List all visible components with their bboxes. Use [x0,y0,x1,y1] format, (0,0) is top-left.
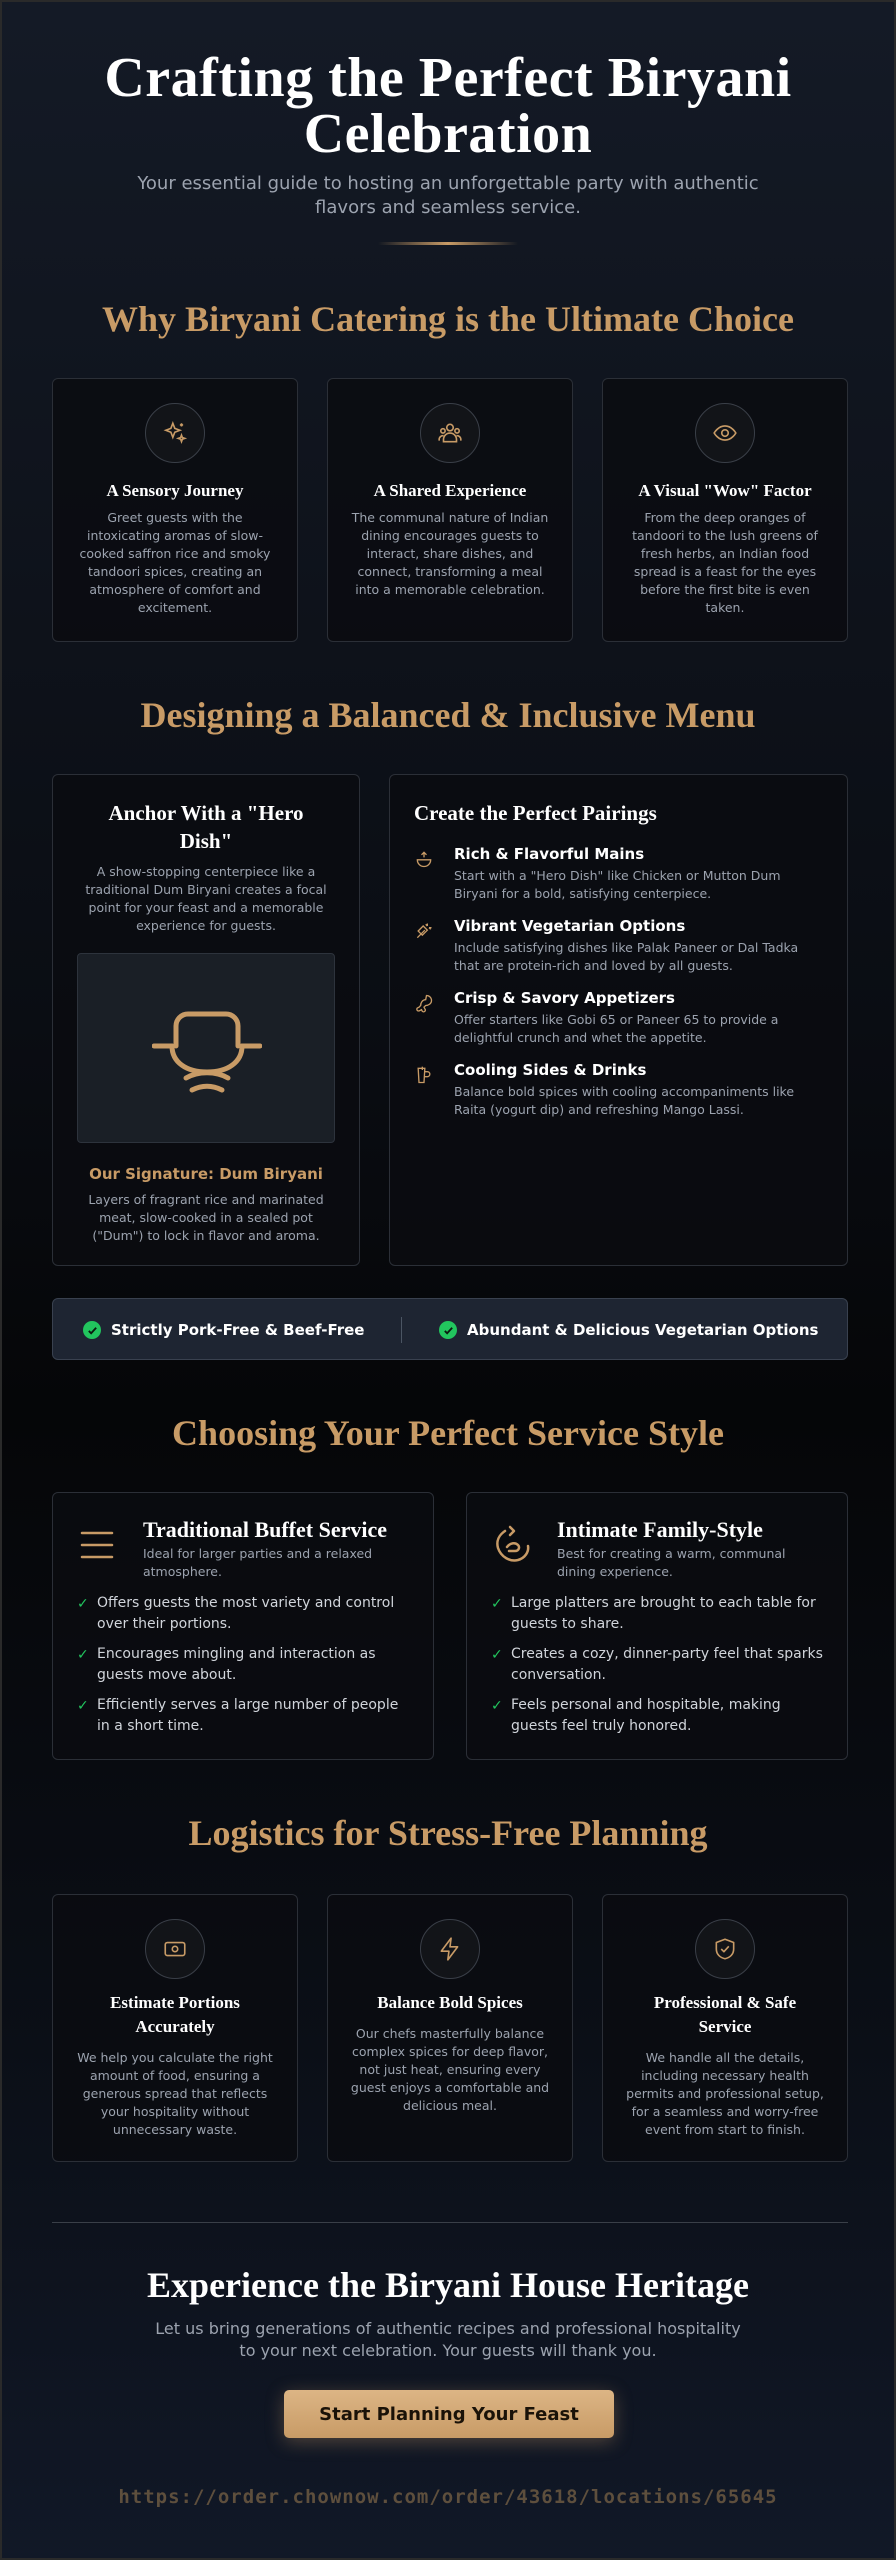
why-card-text: The communal nature of Indian dining encourages guests to interact, share dishes, and connect, transforming a meal into a memorable celebration. [351,510,549,597]
service-point: ✓ Creates a cozy, dinner-party feel that sparks conversation. [491,1646,823,1683]
service-section-title: Choosing Your Perfect Service Style [172,1413,724,1453]
logistics-card-title: Professional & Safe Service [653,1993,797,2036]
why-card-text: From the deep oranges of tandoori to the lush greens of fresh herbs, an Indian food spread is a feast for the eyes before the first bite is even taken. [632,510,818,615]
eye-icon [695,403,755,463]
page-subtitle: Your essential guide to hosting an unforgettable party with authentic flavors and seamless service. [137,173,759,218]
service-point: ✓ Encourages mingling and interaction as guests move about. [77,1646,376,1683]
check-icon: ✓ [77,1698,89,1714]
hero-dish-text: A show-stopping centerpiece like a traditional Dum Biryani creates a focal point for your feast and a memorable experience for guests. [85,864,327,933]
pairing-item [414,845,823,905]
dish-image [77,953,335,1143]
service-point: ✓ Efficiently serves a large number of people in a short time. [77,1697,399,1734]
banner-item-pork-free [83,1299,364,1361]
drink-icon [414,1065,434,1085]
drumstick-icon [414,993,434,1013]
service-title: Traditional Buffet Service [143,1517,387,1542]
pairing-text: Include satisfying dishes like Palak Paneer or Dal Tadka that are protein-rich and loved by all guests. [454,940,799,973]
users-icon [420,403,480,463]
lightning-icon [420,1919,480,1979]
pairings-card [389,774,848,1266]
hero-dish-title: Anchor With a "Hero Dish" [108,801,304,853]
menu-section-title: Designing a Balanced & Inclusive Menu [140,695,756,735]
shield-check-icon [695,1919,755,1979]
pairing-item [414,917,823,977]
page-title [2,47,894,165]
logistics-card-text: We handle all the details, including necessary health permits and professional setup, for a seamless and worry-free event from start to finish. [626,2050,824,2137]
hero-dish-card [52,774,360,1266]
logistics-card-text: Our chefs masterfully balance complex spices for deep flavor, not just heat, ensuring every guest enjoys a comfortable and delicious meal. [350,2026,550,2113]
logistics-card-portions [52,1894,298,2162]
vegetable-icon [414,921,434,941]
service-point: ✓ Large platters are brought to each table for guests to share. [491,1595,816,1632]
dietary-banner [52,1298,848,1360]
logistics-card-text: We help you calculate the right amount of food, ensuring a generous spread that reflects your hospitality without unnecessary waste. [77,2050,273,2137]
why-card-title: A Sensory Journey [106,481,244,500]
banner-divider [401,1317,402,1343]
pairing-text: Balance bold spices with cooling accompaniments like Raita (yogurt dip) and refreshing Mango Lassi. [454,1084,795,1117]
check-icon: ✓ [491,1647,503,1663]
check-icon: ✓ [491,1698,503,1714]
bowl-icon [414,849,434,869]
pairing-item [414,1061,823,1121]
logistics-section-title: Logistics for Stress-Free Planning [188,1813,708,1853]
page-title-line2: Celebration [303,103,593,165]
pairing-text: Start with a "Hero Dish" like Chicken or Mutton Dum Biryani for a bold, satisfying centerpiece. [454,868,781,901]
logistics-card-title: Balance Bold Spices [377,1993,523,2012]
title-divider [378,242,518,245]
why-card-title: A Shared Experience [373,481,527,500]
signature-title: Our Signature: Dum Biryani [89,1165,323,1183]
pairing-title: Vibrant Vegetarian Options [454,917,686,935]
logistics-card-safe [602,1894,848,2162]
service-title: Intimate Family-Style [557,1517,763,1542]
why-card-title: A Visual "Wow" Factor [638,481,812,500]
service-subtitle: Ideal for larger parties and a relaxed atmosphere. [143,1546,373,1579]
why-card-sensory [52,378,298,642]
why-section-title: Why Biryani Catering is the Ultimate Choice [102,299,794,339]
pairing-text: Offer starters like Gobi 65 or Paneer 65 to provide a delightful crunch and whet the appetite. [454,1012,779,1045]
cta-title: Experience the Biryani House Heritage [147,2265,749,2305]
banner-text: Strictly Pork-Free & Beef-Free [111,1321,365,1339]
pairing-title: Cooling Sides & Drinks [454,1061,647,1079]
buffet-lines-icon [79,1527,115,1563]
why-card-text: Greet guests with the intoxicating aromas of slow-cooked saffron rice and smoky tandoori spices, creating an atmosphere of comfort and excitement. [79,510,271,615]
why-card-shared [327,378,573,642]
start-planning-button[interactable]: Start Planning Your Feast [284,2390,614,2438]
pairing-title: Crisp & Savory Appetizers [454,989,675,1007]
cta-subtitle: Let us bring generations of authentic recipes and professional hospitality to your next celebration. Your guests will thank you. [155,2319,741,2360]
check-icon: ✓ [77,1647,89,1663]
page-title-line1: Crafting the Perfect Biryani [104,47,792,109]
service-point: ✓ Feels personal and hospitable, making guests feel truly honored. [491,1697,781,1734]
check-circle-icon [439,1321,457,1339]
check-circle-icon [83,1321,101,1339]
banner-item-vegetarian [439,1299,818,1361]
pairings-title: Create the Perfect Pairings [414,801,657,825]
banner-text: Abundant & Delicious Vegetarian Options [467,1321,819,1339]
pairing-title: Rich & Flavorful Mains [454,845,645,863]
service-point: ✓ Offers guests the most variety and control over their portions. [77,1595,395,1632]
check-icon: ✓ [491,1596,503,1612]
logistics-card-spices [327,1894,573,2162]
money-icon [145,1919,205,1979]
service-subtitle: Best for creating a warm, communal dining experience. [557,1546,786,1579]
signature-text: Layers of fragrant rice and marinated meat, slow-cooked in a sealed pot ("Dum") to lock in flavor and aroma. [88,1192,324,1243]
family-hand-icon [493,1523,533,1565]
why-card-visual [602,378,848,642]
sparkles-icon [145,403,205,463]
check-icon: ✓ [77,1596,89,1612]
section-divider [52,2222,848,2223]
service-card-family [466,1492,848,1760]
serving-dish-icon [152,1008,262,1094]
pairing-item [414,989,823,1049]
service-card-buffet [52,1492,434,1760]
order-link[interactable]: https://order.chownow.com/order/43618/locations/65645 [118,2486,778,2508]
logistics-card-title: Estimate Portions Accurately [110,1993,240,2036]
